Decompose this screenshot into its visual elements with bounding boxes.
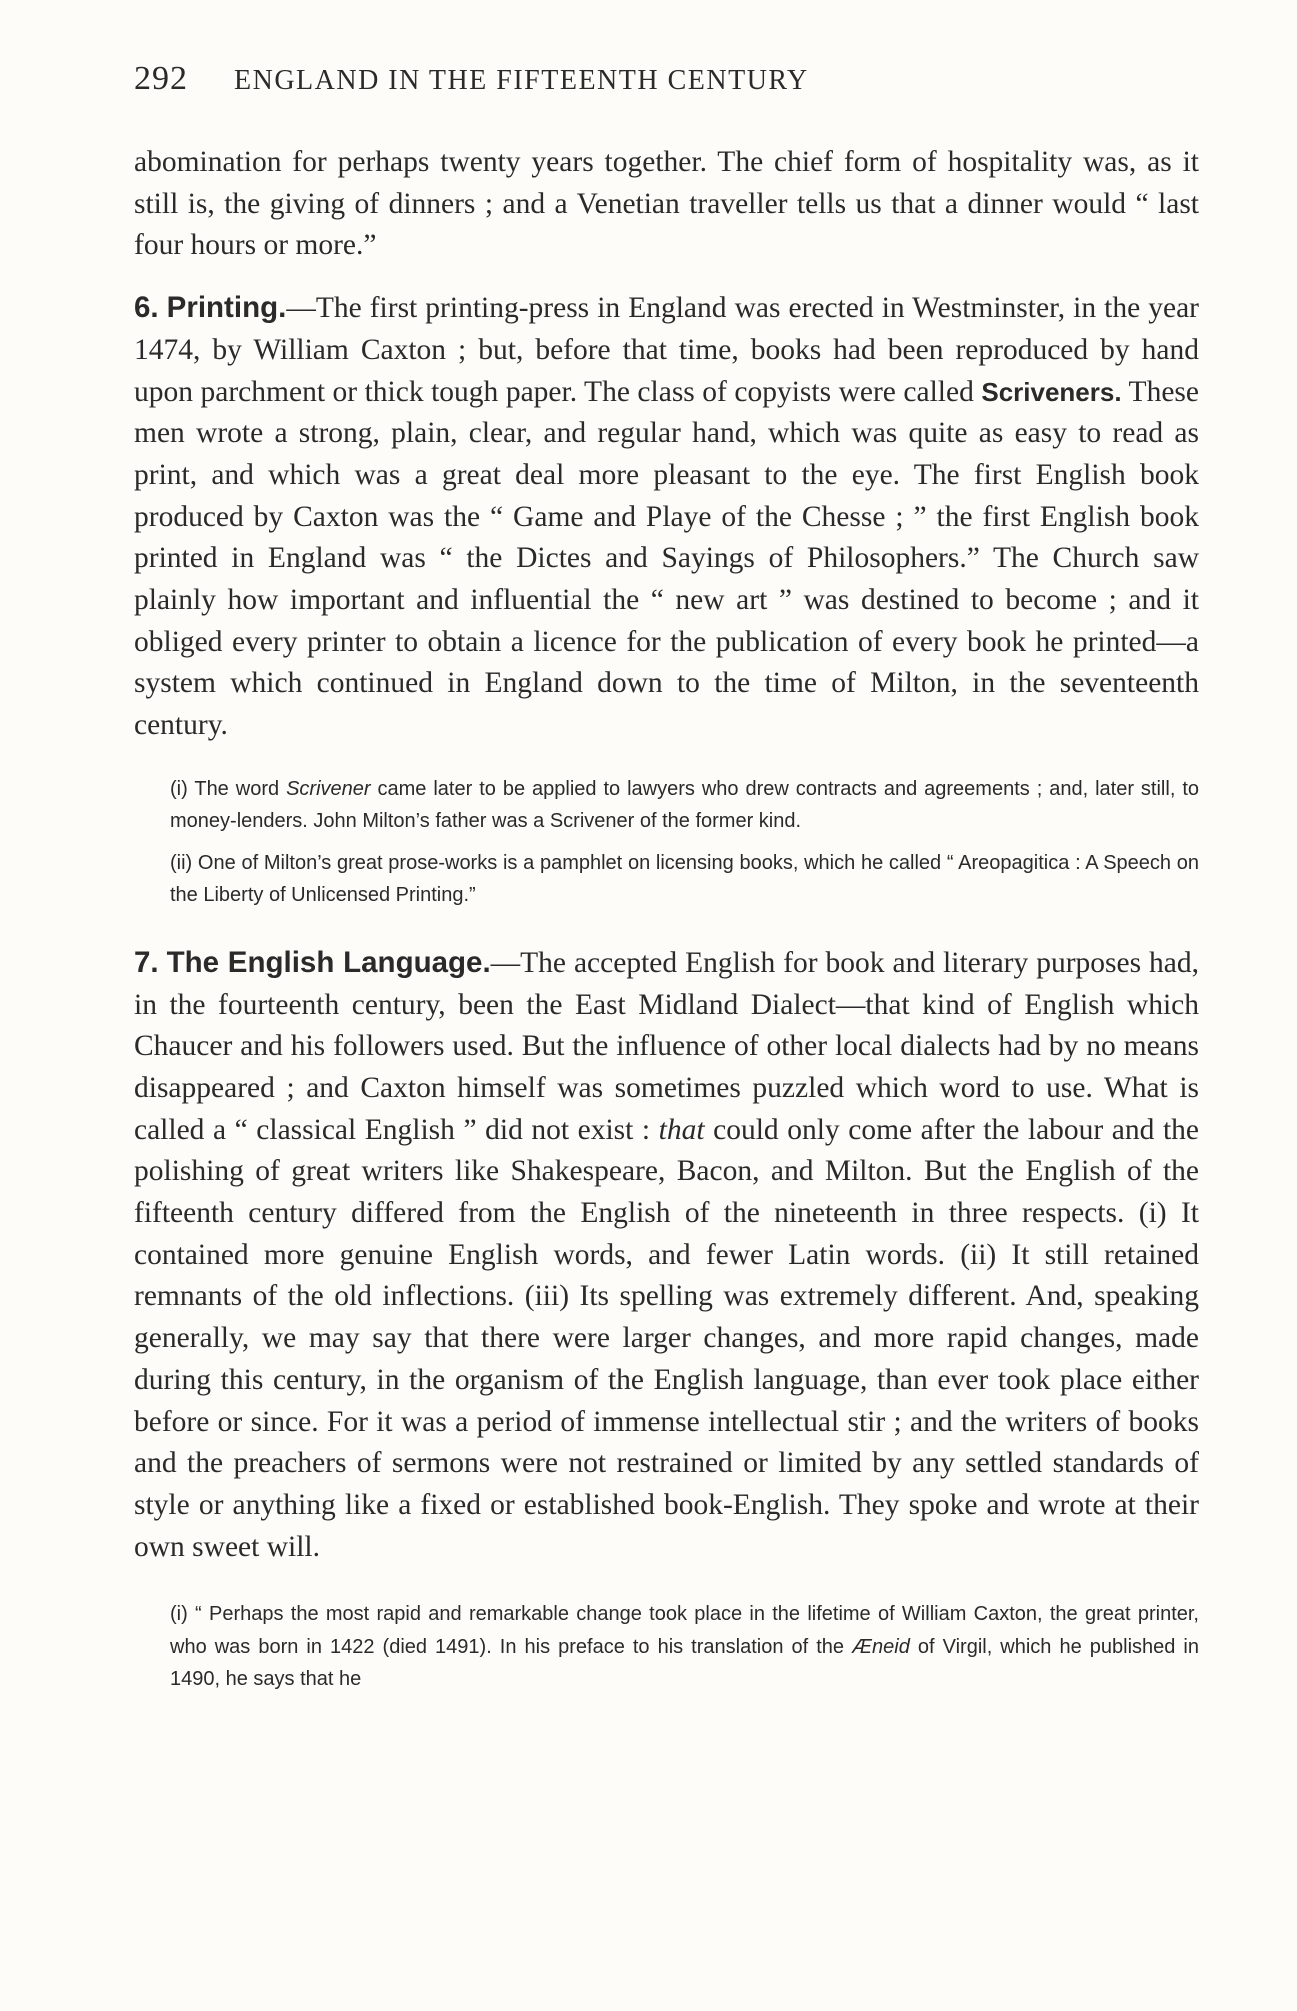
section-6-text-b: These men wrote a strong, plain, clear, and regular hand, which was quite as easy to read as print, and which was a great deal more pleasant to the eye. The first English book produced by Caxton was the “ Game and Playe of the Chesse ; ” the first English book printed in England was “ the Dictes and Sayings of Philosophers.” The Church saw plainly how important and influential the “ new art ” was destined to become ; and it obliged every printer to obtain a licence for the publication of every book he printed—a system which continued in England down to the time of Milton, in the seventeenth century. [134, 375, 1199, 742]
page-number: 292 [134, 60, 188, 97]
section-6-footnotes [134, 773, 1199, 912]
section-7-paragraph [134, 942, 1199, 1569]
footnote-text: (ii) One of Milton’s great prose-works is a pamphlet on licensing books, which he called “ Areopagitica : A Speech on the Liberty of Unlicensed Printing.” [170, 851, 1199, 907]
section-7-footnotes [134, 1598, 1199, 1696]
section-7-number: 7. [134, 945, 159, 979]
section-7-heading: The English Language. [166, 945, 491, 979]
section-6-paragraph [134, 287, 1199, 747]
footnote-italic: Æneid [852, 1635, 910, 1658]
section-7-text-b: could only come after the labour and the polishing of great writers like Shakespeare, Bacon, and Milton. But the English of the fifteenth century differed from the English of the nineteenth in three respects. (i) It contained more genuine English words, and fewer Latin words. (ii) It still retained remnants of the old inflections. (iii) Its spelling was extremely different. And, speaking generally, we may say that there were larger changes, and more rapid changes, made during this century, in the organism of the English language, than ever took place either before or since. For it was a period of immense intellectual stir ; and the writers of books and the preachers of sermons were not restrained or limited by any settled standards of style or anything like a fixed or established book-English. They spoke and wrote at their own sweet will. [134, 1113, 1199, 1563]
footnote-text: came later to be applied to lawyers who drew contracts and agreements ; and, later still, to money-lenders. John Milton’s father was a Scrivener of the former kind. [170, 777, 1200, 833]
footnote-italic: Scrivener [286, 777, 371, 800]
footnote-7-i [134, 1598, 1199, 1696]
scriveners-term: Scriveners. [981, 376, 1122, 407]
running-head [134, 60, 1199, 106]
footnote-text: (i) “ Perhaps the most rapid and remarkable change took place in the lifetime of William Caxton, the great printer, who was born in 1422 (died 1491). In his preface to his translation of the [170, 1603, 1199, 1658]
footnote-text: of Virgil, which he published in 1490, he says that he [170, 1635, 1199, 1691]
footnote-text: (i) The word [170, 777, 287, 800]
section-6-heading: Printing. [166, 291, 287, 325]
running-title: ENGLAND IN THE FIFTEENTH CENTURY [234, 65, 809, 96]
footnote-6-ii [134, 847, 1199, 912]
book-page [134, 60, 1199, 1696]
section-6-text-a: —The first printing-press in England was erected in Westminster, in the year 1474, by William Caxton ; but, before that time, books had been reproduced by hand upon parchment or thick tough paper. The class of copyists were called [134, 292, 1199, 408]
section-7-italic: that [658, 1113, 705, 1146]
section-6-number: 6. [134, 291, 159, 325]
opening-paragraph: abomination for perhaps twenty years together. The chief form of hospitality was, as it still is, the giving of dinners ; and a Venetian traveller tells us that a dinner would “ last four hours or more.” [134, 146, 1199, 262]
section-7-text-a: —The accepted English for book and literary purposes had, in the fourteenth century, been the East Midland Dialect—that kind of English which Chaucer and his followers used. But the influence of other local dialects had by no means disappeared ; and Caxton himself was sometimes puzzled which word to use. What is called a “ classical English ” did not exist : [134, 946, 1200, 1146]
footnote-6-i [134, 773, 1199, 838]
